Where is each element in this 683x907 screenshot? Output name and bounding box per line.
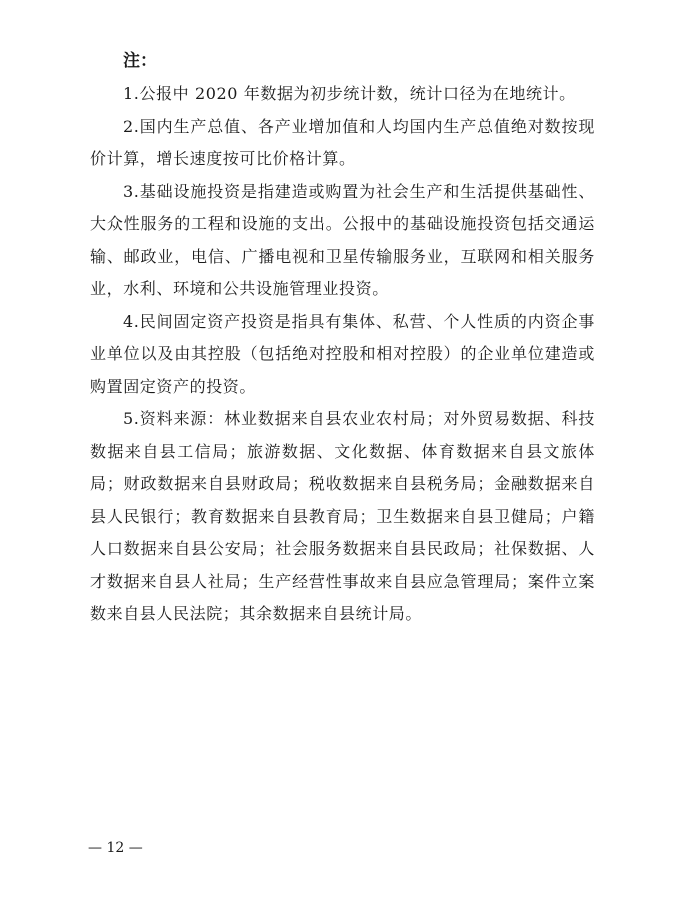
notes-section: [90, 44, 595, 631]
note-1: 1.公报中 2020 年数据为初步统计数，统计口径为在地统计。: [123, 84, 576, 103]
page-number: — 12 —: [88, 840, 143, 856]
note-5: 5.资料来源：林业数据来自县农业农村局；对外贸易数据、科技数据来自县工信局；旅游数据、文化数据、体育数据来自县文旅体局；财政数据来自县财政局；税收数据来自县税务局；金融数据来自县人民银行；教育数据来自县教育局；卫生数据来自县卫健局；户籍人口数据来自县公安局；社会服务数据来自县民政局；社保数据、人才数据来自县人社局；生产经营性事故来自县应急管理局；案件立案数来自县人民法院；其余数据来自县统计局。: [90, 409, 595, 623]
notes-heading: 注：: [123, 51, 157, 71]
note-4: 4.民间固定资产投资是指具有集体、私营、个人性质的内资企事业单位以及由其控股（包括绝对控股和相对控股）的企业单位建造或购置固定资产的投资。: [90, 311, 595, 396]
note-3: 3.基础设施投资是指建造或购置为社会生产和生活提供基础性、大众性服务的工程和设施的支出。公报中的基础设施投资包括交通运输、邮政业，电信、广播电视和卫星传输服务业，互联网和相关服务业，水利、环境和公共设施管理业投资。: [90, 181, 595, 298]
note-2: 2.国内生产总值、各产业增加值和人均国内生产总值绝对数按现价计算，增长速度按可比价格计算。: [90, 116, 595, 168]
